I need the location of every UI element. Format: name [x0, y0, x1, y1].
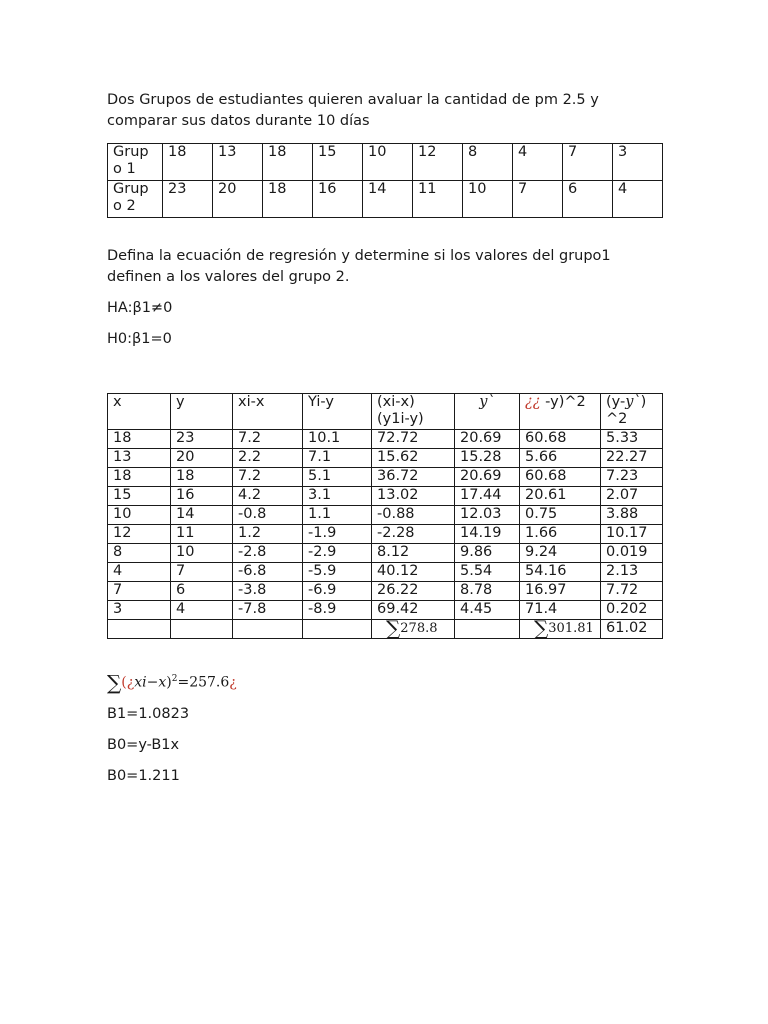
residual-sq-cell: 7.72 [601, 582, 663, 601]
yi-minus-y-cell: 10.1 [303, 430, 372, 449]
header-yi-minus-y: Yi-y [303, 394, 372, 430]
table-row [108, 430, 663, 449]
table-row [108, 544, 663, 563]
xi-minus-x-cell: 7.2 [233, 430, 303, 449]
y-cell: 4 [171, 601, 233, 620]
regression-sq-cell: 1.66 [520, 525, 601, 544]
y-cell: 10 [171, 544, 233, 563]
regression-table [107, 393, 663, 639]
header-product: (xi-x) (y1i-y) [372, 394, 455, 430]
x-cell: 4 [108, 563, 171, 582]
y-hat-cell: 20.69 [455, 468, 520, 487]
group-value-cell: 6 [563, 181, 613, 218]
sum-of-squares-formula: ∑(¿xi−x)$^2$=257.6¿ [107, 670, 237, 695]
table-row [108, 582, 663, 601]
group-value-cell: 3 [613, 144, 663, 181]
x-cell: 15 [108, 487, 171, 506]
header-y-hat: y` [455, 394, 520, 430]
group-value-cell: 4 [613, 181, 663, 218]
product-cell: 26.22 [372, 582, 455, 601]
product-cell: 15.62 [372, 449, 455, 468]
regression-sum-cell: ∑301.81 [520, 620, 601, 639]
header-x: x [108, 394, 171, 430]
table-row [108, 601, 663, 620]
header-regression-sq: ¿¿ -y)^2 [520, 394, 601, 430]
residual-sq-cell: 10.17 [601, 525, 663, 544]
product-cell: 69.42 [372, 601, 455, 620]
yi-minus-y-cell: -6.9 [303, 582, 372, 601]
residual-sum-cell: 61.02 [601, 620, 663, 639]
b0-formula: B0=y-B1x [107, 736, 180, 753]
group-value-cell: 18 [263, 144, 313, 181]
regression-sq-cell: 20.61 [520, 487, 601, 506]
group-value-cell: 7 [513, 181, 563, 218]
y-hat-cell: 15.28 [455, 449, 520, 468]
yi-minus-y-cell: -5.9 [303, 563, 372, 582]
y-hat-cell: 8.78 [455, 582, 520, 601]
group-value-cell: 7 [563, 144, 613, 181]
y-hat-cell: 12.03 [455, 506, 520, 525]
xi-minus-x-cell: 1.2 [233, 525, 303, 544]
yi-minus-y-cell: -2.9 [303, 544, 372, 563]
empty-cell [108, 620, 171, 639]
x-cell: 18 [108, 468, 171, 487]
document-page [107, 90, 662, 787]
b0-value: B0=1.211 [107, 767, 180, 784]
xi-minus-x-cell: -3.8 [233, 582, 303, 601]
regression-sq-cell: 9.24 [520, 544, 601, 563]
xi-minus-x-cell: 7.2 [233, 468, 303, 487]
regression-sq-cell: 60.68 [520, 468, 601, 487]
header-y: y [171, 394, 233, 430]
group-value-cell: 8 [463, 144, 513, 181]
group-label: Grup o 1 [108, 144, 163, 181]
totals-row [108, 620, 663, 639]
sum-symbol: ∑ [386, 616, 401, 640]
group-value-cell: 10 [463, 181, 513, 218]
y-cell: 14 [171, 506, 233, 525]
product-cell: 36.72 [372, 468, 455, 487]
x-cell: 13 [108, 449, 171, 468]
alternative-hypothesis: HA:β1≠0 [107, 300, 173, 316]
group-value-cell: 18 [163, 144, 213, 181]
product-cell: 8.12 [372, 544, 455, 563]
yi-minus-y-cell: -8.9 [303, 601, 372, 620]
group-row [108, 144, 663, 181]
residual-sq-cell: 2.13 [601, 563, 663, 582]
product-cell: -0.88 [372, 506, 455, 525]
residual-sq-cell: 22.27 [601, 449, 663, 468]
y-hat-cell: 5.54 [455, 563, 520, 582]
yi-minus-y-cell: 1.1 [303, 506, 372, 525]
residual-sq-cell: 2.07 [601, 487, 663, 506]
residual-sq-cell: 3.88 [601, 506, 663, 525]
group-label: Grup o 2 [108, 181, 163, 218]
group-value-cell: 23 [163, 181, 213, 218]
y-cell: 11 [171, 525, 233, 544]
x-cell: 12 [108, 525, 171, 544]
table-row [108, 449, 663, 468]
regression-sq-cell: 5.66 [520, 449, 601, 468]
sum-symbol: ∑ [534, 616, 549, 640]
product-cell: 72.72 [372, 430, 455, 449]
y-hat-cell: 17.44 [455, 487, 520, 506]
regression-sq-cell: 0.75 [520, 506, 601, 525]
header-xi-minus-x: xi-x [233, 394, 303, 430]
yi-minus-y-cell: 5.1 [303, 468, 372, 487]
residual-sq-cell: 5.33 [601, 430, 663, 449]
x-cell: 3 [108, 601, 171, 620]
xi-minus-x-cell: -7.8 [233, 601, 303, 620]
null-hypothesis: H0:β1=0 [107, 331, 172, 347]
xi-minus-x-cell: 2.2 [233, 449, 303, 468]
regression-sq-cell: 60.68 [520, 430, 601, 449]
product-cell: -2.28 [372, 525, 455, 544]
product-cell: 13.02 [372, 487, 455, 506]
table-row [108, 468, 663, 487]
y-cell: 20 [171, 449, 233, 468]
header-residual-sq: (y-y`) ^2 [601, 394, 663, 430]
x-cell: 7 [108, 582, 171, 601]
x-cell: 10 [108, 506, 171, 525]
empty-cell [303, 620, 372, 639]
group-value-cell: 16 [313, 181, 363, 218]
y-hat-cell: 20.69 [455, 430, 520, 449]
xi-minus-x-cell: 4.2 [233, 487, 303, 506]
yi-minus-y-cell: -1.9 [303, 525, 372, 544]
yi-minus-y-cell: 7.1 [303, 449, 372, 468]
residual-sq-cell: 0.019 [601, 544, 663, 563]
group-value-cell: 10 [363, 144, 413, 181]
group-value-cell: 14 [363, 181, 413, 218]
xi-minus-x-cell: -2.8 [233, 544, 303, 563]
group-value-cell: 11 [413, 181, 463, 218]
empty-cell [455, 620, 520, 639]
regression-sq-cell: 71.4 [520, 601, 601, 620]
y-cell: 6 [171, 582, 233, 601]
y-cell: 23 [171, 430, 233, 449]
x-cell: 18 [108, 430, 171, 449]
regression-sq-cell: 54.16 [520, 563, 601, 582]
empty-cell [233, 620, 303, 639]
table-row [108, 525, 663, 544]
group-row [108, 181, 663, 218]
group-value-cell: 4 [513, 144, 563, 181]
xi-minus-x-cell: -0.8 [233, 506, 303, 525]
regression-sq-cell: 16.97 [520, 582, 601, 601]
group-value-cell: 15 [313, 144, 363, 181]
b1-value: B1=1.0823 [107, 705, 190, 722]
y-hat-cell: 9.86 [455, 544, 520, 563]
y-hat-cell: 14.19 [455, 525, 520, 544]
x-cell: 8 [108, 544, 171, 563]
product-cell: 40.12 [372, 563, 455, 582]
table-row [108, 487, 663, 506]
group-value-cell: 13 [213, 144, 263, 181]
y-hat-cell: 4.45 [455, 601, 520, 620]
y-cell: 16 [171, 487, 233, 506]
group-value-cell: 12 [413, 144, 463, 181]
residual-sq-cell: 7.23 [601, 468, 663, 487]
y-cell: 18 [171, 468, 233, 487]
group-value-cell: 18 [263, 181, 313, 218]
empty-cell [171, 620, 233, 639]
residual-sq-cell: 0.202 [601, 601, 663, 620]
question-paragraph: Defina la ecuación de regresión y determine si los valores del grupo1 definen a los valores del grupo 2. [107, 248, 611, 285]
product-sum-cell: ∑278.8 [372, 620, 455, 639]
y-cell: 7 [171, 563, 233, 582]
groups-data-table [107, 143, 663, 218]
table-header-row [108, 394, 663, 430]
group-value-cell: 20 [213, 181, 263, 218]
yi-minus-y-cell: 3.1 [303, 487, 372, 506]
table-row [108, 506, 663, 525]
table-row [108, 563, 663, 582]
xi-minus-x-cell: -6.8 [233, 563, 303, 582]
intro-paragraph: Dos Grupos de estudiantes quieren avaluar la cantidad de pm 2.5 y comparar sus datos durante 10 días [107, 92, 599, 129]
